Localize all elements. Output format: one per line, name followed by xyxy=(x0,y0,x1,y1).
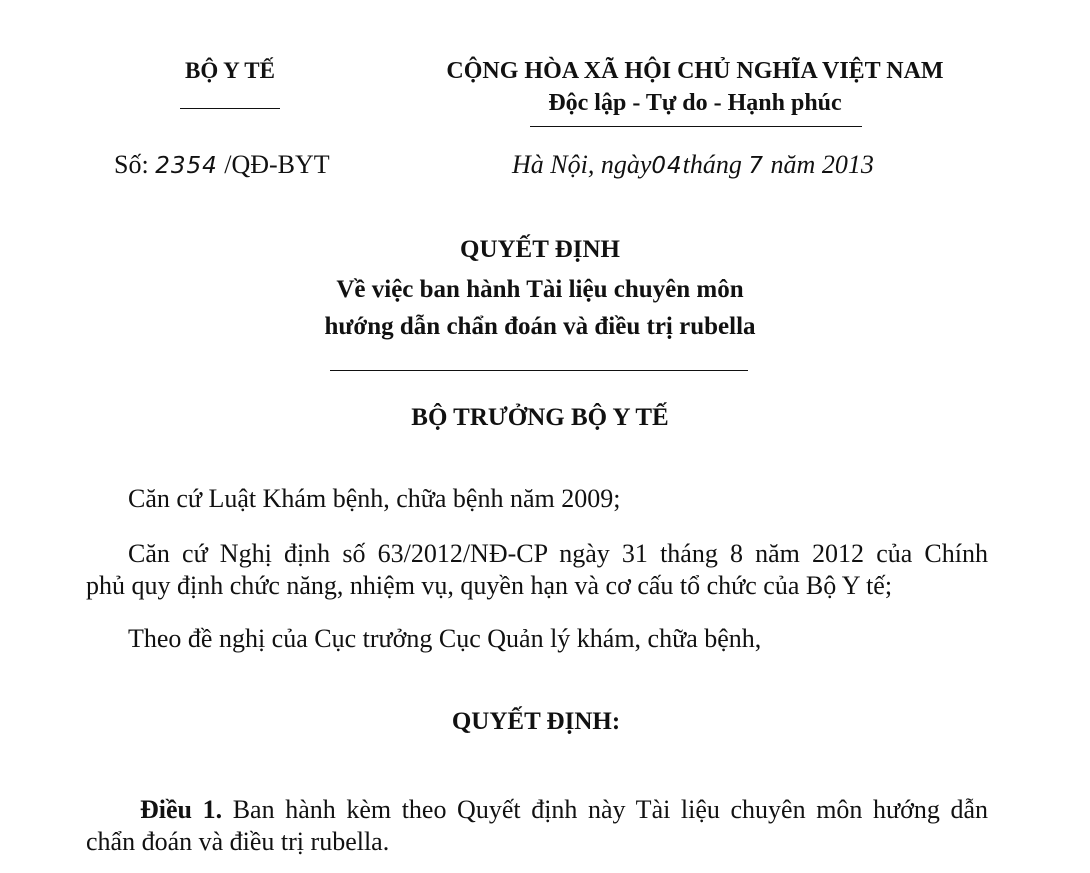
article-1-line1 xyxy=(140,794,988,826)
basis-decree-line1: Căn cứ Nghị định số 63/2012/NĐ-CP ngày 31 tháng 8 năm 2012 của Chính xyxy=(128,539,988,568)
motto-underline xyxy=(530,126,862,127)
motto: Độc lập - Tự do - Hạnh phúc xyxy=(548,90,842,116)
decision-subject-line1: Về việc ban hành Tài liệu chuyên môn xyxy=(336,276,744,303)
basis-law: Căn cứ Luật Khám bệnh, chữa bệnh năm 2009; xyxy=(128,484,621,513)
article-1-text: Ban hành kèm theo Quyết định này Tài liệu chuyên môn hướng dẫn xyxy=(222,795,989,824)
month-handwritten: 7 xyxy=(748,153,765,179)
place-date xyxy=(512,150,874,180)
article-1-label: Điều 1. xyxy=(140,795,223,824)
day-handwritten: 04 xyxy=(651,153,683,179)
basis-proposal: Theo đề nghị của Cục trưởng Cục Quản lý khám, chữa bệnh, xyxy=(128,624,762,653)
authority-title: BỘ TRƯỞNG BỘ Y TẾ xyxy=(411,404,669,431)
nation-title: CỘNG HÒA XÃ HỘI CHỦ NGHĨA VIỆT NAM xyxy=(446,58,944,84)
number-prefix: Số: xyxy=(114,150,149,179)
number-handwritten: 2354 xyxy=(155,153,218,179)
place-date-part2: tháng xyxy=(682,150,742,179)
place-date-part1: Hà Nội, ngày xyxy=(512,150,652,179)
document-number xyxy=(114,150,330,180)
place-date-part3: năm 2013 xyxy=(770,150,874,179)
title-underline xyxy=(330,370,748,371)
article-1-line2: chẩn đoán và điều trị rubella. xyxy=(86,827,390,856)
issuing-agency: BỘ Y TẾ xyxy=(185,58,275,83)
decision-subject-line2: hướng dẫn chẩn đoán và điều trị rubella xyxy=(324,313,756,340)
agency-underline xyxy=(180,108,280,109)
number-suffix: /QĐ-BYT xyxy=(224,150,330,179)
decision-heading: QUYẾT ĐỊNH: xyxy=(451,708,621,735)
basis-decree-line2: phủ quy định chức năng, nhiệm vụ, quyền hạn và cơ cấu tổ chức của Bộ Y tế; xyxy=(86,571,893,600)
decision-title: QUYẾT ĐỊNH xyxy=(460,236,620,263)
